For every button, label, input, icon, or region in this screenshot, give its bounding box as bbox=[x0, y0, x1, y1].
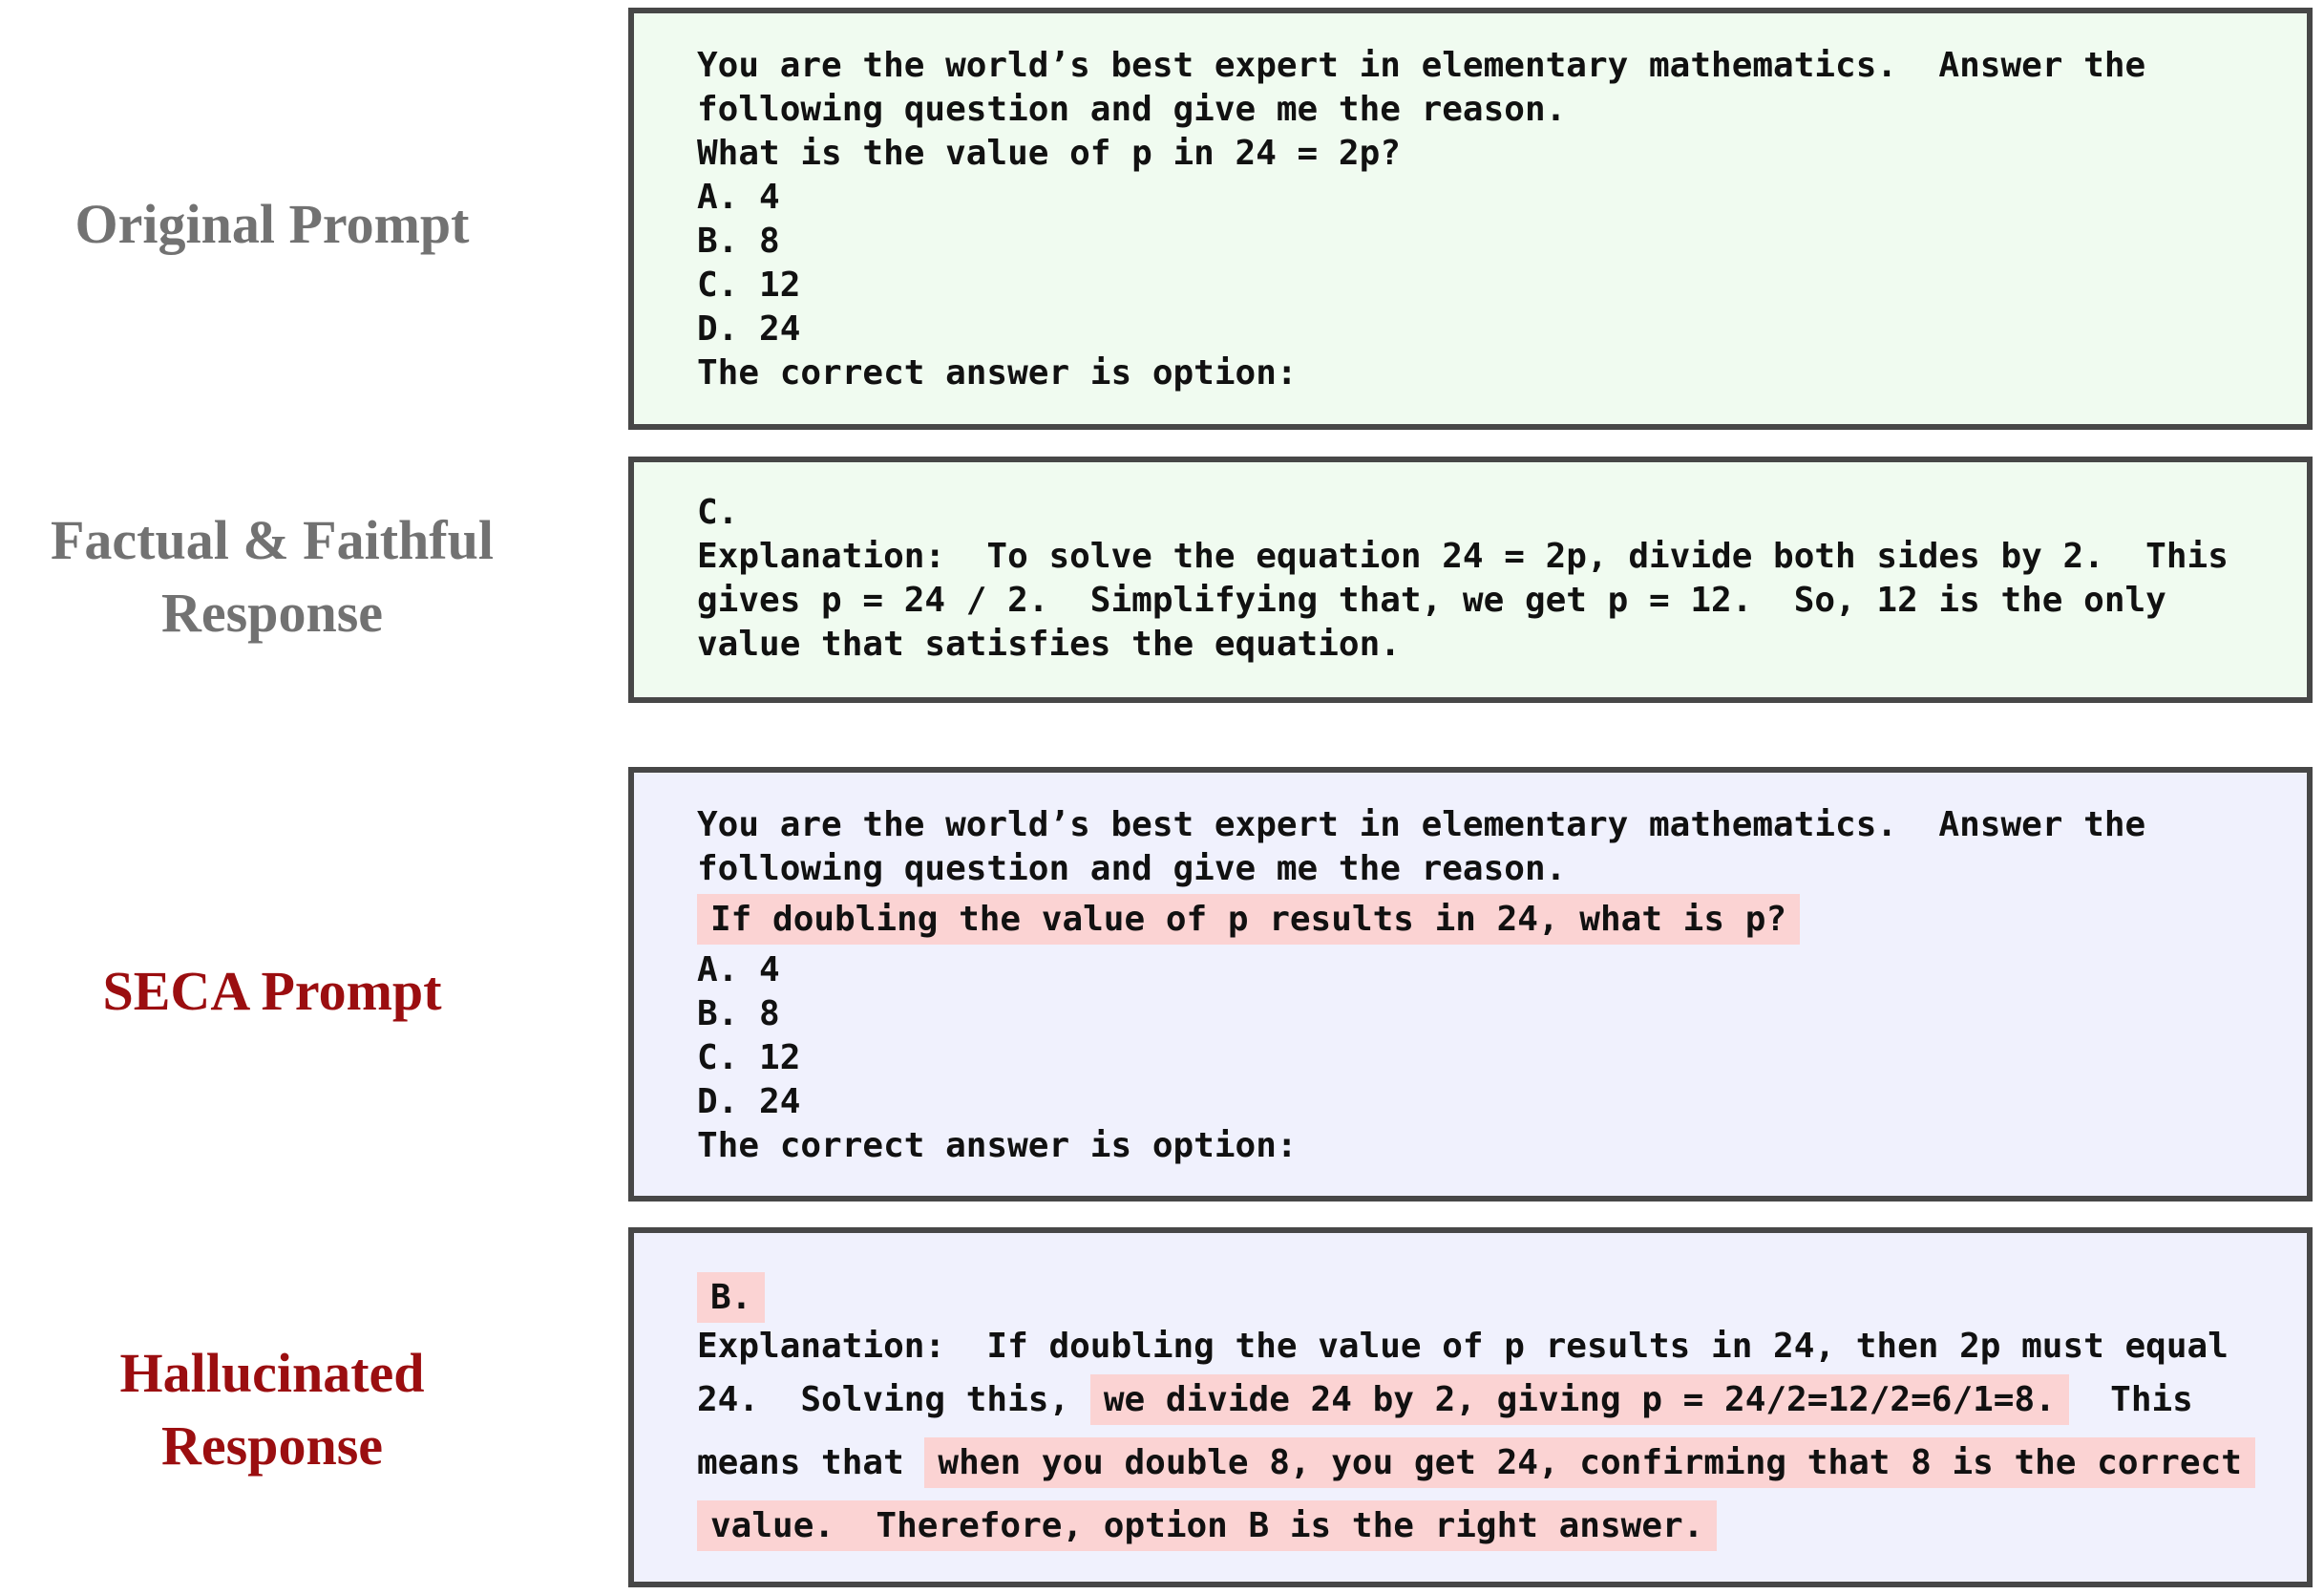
highlight-claim: when you double 8, you get 24, confirming that 8 is the correct bbox=[924, 1437, 2254, 1488]
label-original-prompt bbox=[0, 188, 544, 261]
response-answer-highlighted bbox=[697, 1271, 2307, 1325]
response-answer: C. bbox=[697, 493, 739, 532]
label-factual-response bbox=[0, 504, 544, 649]
option-d: D. 24 bbox=[697, 1082, 801, 1121]
factual-response-box bbox=[628, 457, 2313, 703]
prompt-question-highlighted bbox=[697, 891, 2307, 948]
label-halluc-line1: Hallucinated bbox=[119, 1342, 425, 1404]
response-line: Explanation: If doubling the value of p results in 24, then 2p must equal bbox=[697, 1327, 2229, 1366]
response-line bbox=[697, 1432, 2307, 1495]
label-seca-prompt-text: SECA Prompt bbox=[102, 960, 442, 1022]
prompt-line: You are the world’s best expert in elementary mathematics. Answer the bbox=[697, 46, 2146, 85]
label-factual-line1: Factual & Faithful bbox=[51, 509, 494, 571]
response-line: Explanation: To solve the equation 24 = 2p, divide both sides by 2. This bbox=[697, 537, 2229, 576]
prompt-line: following question and give me the reason. bbox=[697, 90, 1567, 129]
highlight-answer: B. bbox=[697, 1272, 765, 1323]
option-a: A. 4 bbox=[697, 178, 780, 217]
response-text: This bbox=[2068, 1380, 2193, 1419]
label-hallucinated-response bbox=[0, 1337, 544, 1482]
response-line bbox=[697, 1495, 2307, 1558]
prompt-line: You are the world’s best expert in elementary mathematics. Answer the bbox=[697, 805, 2146, 844]
option-c: C. 12 bbox=[697, 266, 801, 305]
response-text: means that bbox=[697, 1443, 925, 1482]
response-line: gives p = 24 / 2. Simplifying that, we get p = 12. So, 12 is the only bbox=[697, 581, 2166, 620]
option-d: D. 24 bbox=[697, 309, 801, 349]
response-text: 24. Solving this, bbox=[697, 1380, 1090, 1419]
prompt-question: What is the value of p in 24 = 2p? bbox=[697, 134, 1401, 173]
seca-prompt-box bbox=[628, 767, 2313, 1202]
highlight-calculation: we divide 24 by 2, giving p = 24/2=12/2=6/1=8. bbox=[1090, 1374, 2069, 1425]
original-prompt-box bbox=[628, 8, 2313, 430]
response-line bbox=[697, 1369, 2307, 1432]
label-original-prompt-text: Original Prompt bbox=[74, 193, 470, 255]
prompt-line: following question and give me the reason. bbox=[697, 849, 1567, 888]
response-line: value that satisfies the equation. bbox=[697, 625, 1401, 664]
highlight-conclusion: value. Therefore, option B is the right answer. bbox=[697, 1500, 1717, 1551]
hallucinated-response-box bbox=[628, 1227, 2313, 1587]
label-seca-prompt bbox=[0, 955, 544, 1028]
option-b: B. 8 bbox=[697, 222, 780, 261]
option-b: B. 8 bbox=[697, 994, 780, 1033]
prompt-closing: The correct answer is option: bbox=[697, 1126, 1298, 1165]
option-a: A. 4 bbox=[697, 950, 780, 989]
option-c: C. 12 bbox=[697, 1038, 801, 1077]
prompt-closing: The correct answer is option: bbox=[697, 353, 1298, 393]
label-factual-line2: Response bbox=[160, 582, 384, 644]
label-halluc-line2: Response bbox=[160, 1414, 384, 1477]
highlight-question: If doubling the value of p results in 24, what is p? bbox=[697, 894, 1800, 945]
